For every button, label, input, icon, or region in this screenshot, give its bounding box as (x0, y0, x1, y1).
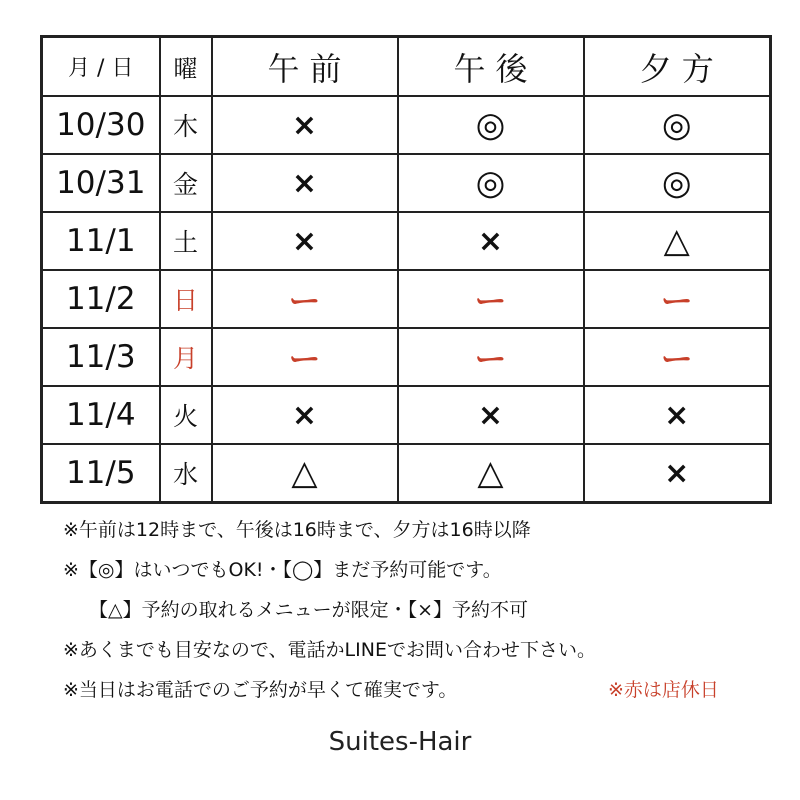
notes-section (63, 510, 783, 710)
availability-mark: × (291, 107, 318, 143)
afternoon-availability-cell (398, 328, 584, 386)
salon-brand-name: Suites-Hair (328, 727, 472, 757)
date-cell: 11/3 (42, 328, 160, 386)
availability-mark: ー (288, 340, 321, 378)
header-evening: 夕方 (584, 37, 771, 97)
availability-mark: × (291, 165, 318, 201)
availability-mark: △ (477, 453, 504, 493)
evening-availability-cell (584, 386, 771, 444)
morning-availability-cell (212, 386, 398, 444)
evening-availability-cell (584, 154, 771, 212)
day-of-week-cell: 土 (160, 212, 212, 270)
note-symbol-legend-1: ※【◎】はいつでもOK!・【◯】まだ予約可能です。 (63, 559, 502, 581)
availability-mark: ー (474, 282, 507, 320)
table-row (42, 328, 771, 386)
note-time-ranges: ※午前は12時まで、午後は16時まで、夕方は16時以降 (63, 519, 531, 541)
note-contact: ※あくまでも目安なので、電話かLINEでお問い合わせ下さい。 (63, 639, 596, 661)
evening-availability-cell (584, 270, 771, 328)
table-row (42, 444, 771, 503)
availability-mark: × (291, 223, 318, 259)
morning-availability-cell (212, 270, 398, 328)
note-closed-days: ※赤は店休日 (608, 679, 719, 701)
date-cell: 11/2 (42, 270, 160, 328)
morning-availability-cell (212, 154, 398, 212)
morning-availability-cell (212, 212, 398, 270)
availability-mark: × (477, 223, 504, 259)
morning-availability-cell (212, 96, 398, 154)
availability-mark: × (477, 397, 504, 433)
header-row (42, 37, 771, 97)
table-row (42, 154, 771, 212)
table-row (42, 212, 771, 270)
morning-availability-cell (212, 328, 398, 386)
afternoon-availability-cell (398, 96, 584, 154)
note-same-day-text: ※当日はお電話でのご予約が早くて確実です。 (63, 679, 458, 701)
afternoon-availability-cell (398, 444, 584, 503)
afternoon-availability-cell (398, 154, 584, 212)
header-date: 月 / 日 (42, 37, 160, 97)
date-cell: 10/30 (42, 96, 160, 154)
availability-mark: × (664, 455, 690, 491)
afternoon-availability-cell (398, 212, 584, 270)
morning-availability-cell (212, 444, 398, 503)
afternoon-availability-cell (398, 270, 584, 328)
table-row (42, 270, 771, 328)
availability-mark: ー (288, 282, 321, 320)
availability-mark: ◎ (661, 105, 692, 145)
day-of-week-cell: 水 (160, 444, 212, 503)
schedule-body (42, 96, 771, 503)
date-cell: 11/5 (42, 444, 160, 503)
header-afternoon: 午後 (398, 37, 584, 97)
availability-mark: ◎ (475, 163, 506, 203)
evening-availability-cell (584, 212, 771, 270)
availability-mark: × (664, 397, 690, 433)
availability-mark: ー (660, 282, 693, 320)
evening-availability-cell (584, 328, 771, 386)
evening-availability-cell (584, 444, 771, 503)
date-cell: 11/1 (42, 212, 160, 270)
availability-mark: ◎ (475, 105, 506, 145)
header-day-of-week: 曜 (160, 37, 212, 97)
availability-mark: ー (660, 340, 693, 378)
day-of-week-cell: 木 (160, 96, 212, 154)
day-of-week-cell: 日 (160, 270, 212, 328)
note-same-day (63, 670, 783, 710)
availability-mark: ◎ (661, 163, 692, 203)
availability-mark: ー (474, 340, 507, 378)
reservation-schedule-table (40, 35, 772, 504)
table-row (42, 96, 771, 154)
availability-mark: △ (663, 221, 690, 261)
availability-mark: × (291, 397, 318, 433)
day-of-week-cell: 火 (160, 386, 212, 444)
note-symbol-legend-2: 【△】予約の取れるメニューが限定・【×】予約不可 (89, 599, 529, 621)
date-cell: 10/31 (42, 154, 160, 212)
day-of-week-cell: 金 (160, 154, 212, 212)
availability-mark: △ (291, 453, 318, 493)
table-row (42, 386, 771, 444)
date-cell: 11/4 (42, 386, 160, 444)
day-of-week-cell: 月 (160, 328, 212, 386)
afternoon-availability-cell (398, 386, 584, 444)
header-morning: 午前 (212, 37, 398, 97)
evening-availability-cell (584, 96, 771, 154)
